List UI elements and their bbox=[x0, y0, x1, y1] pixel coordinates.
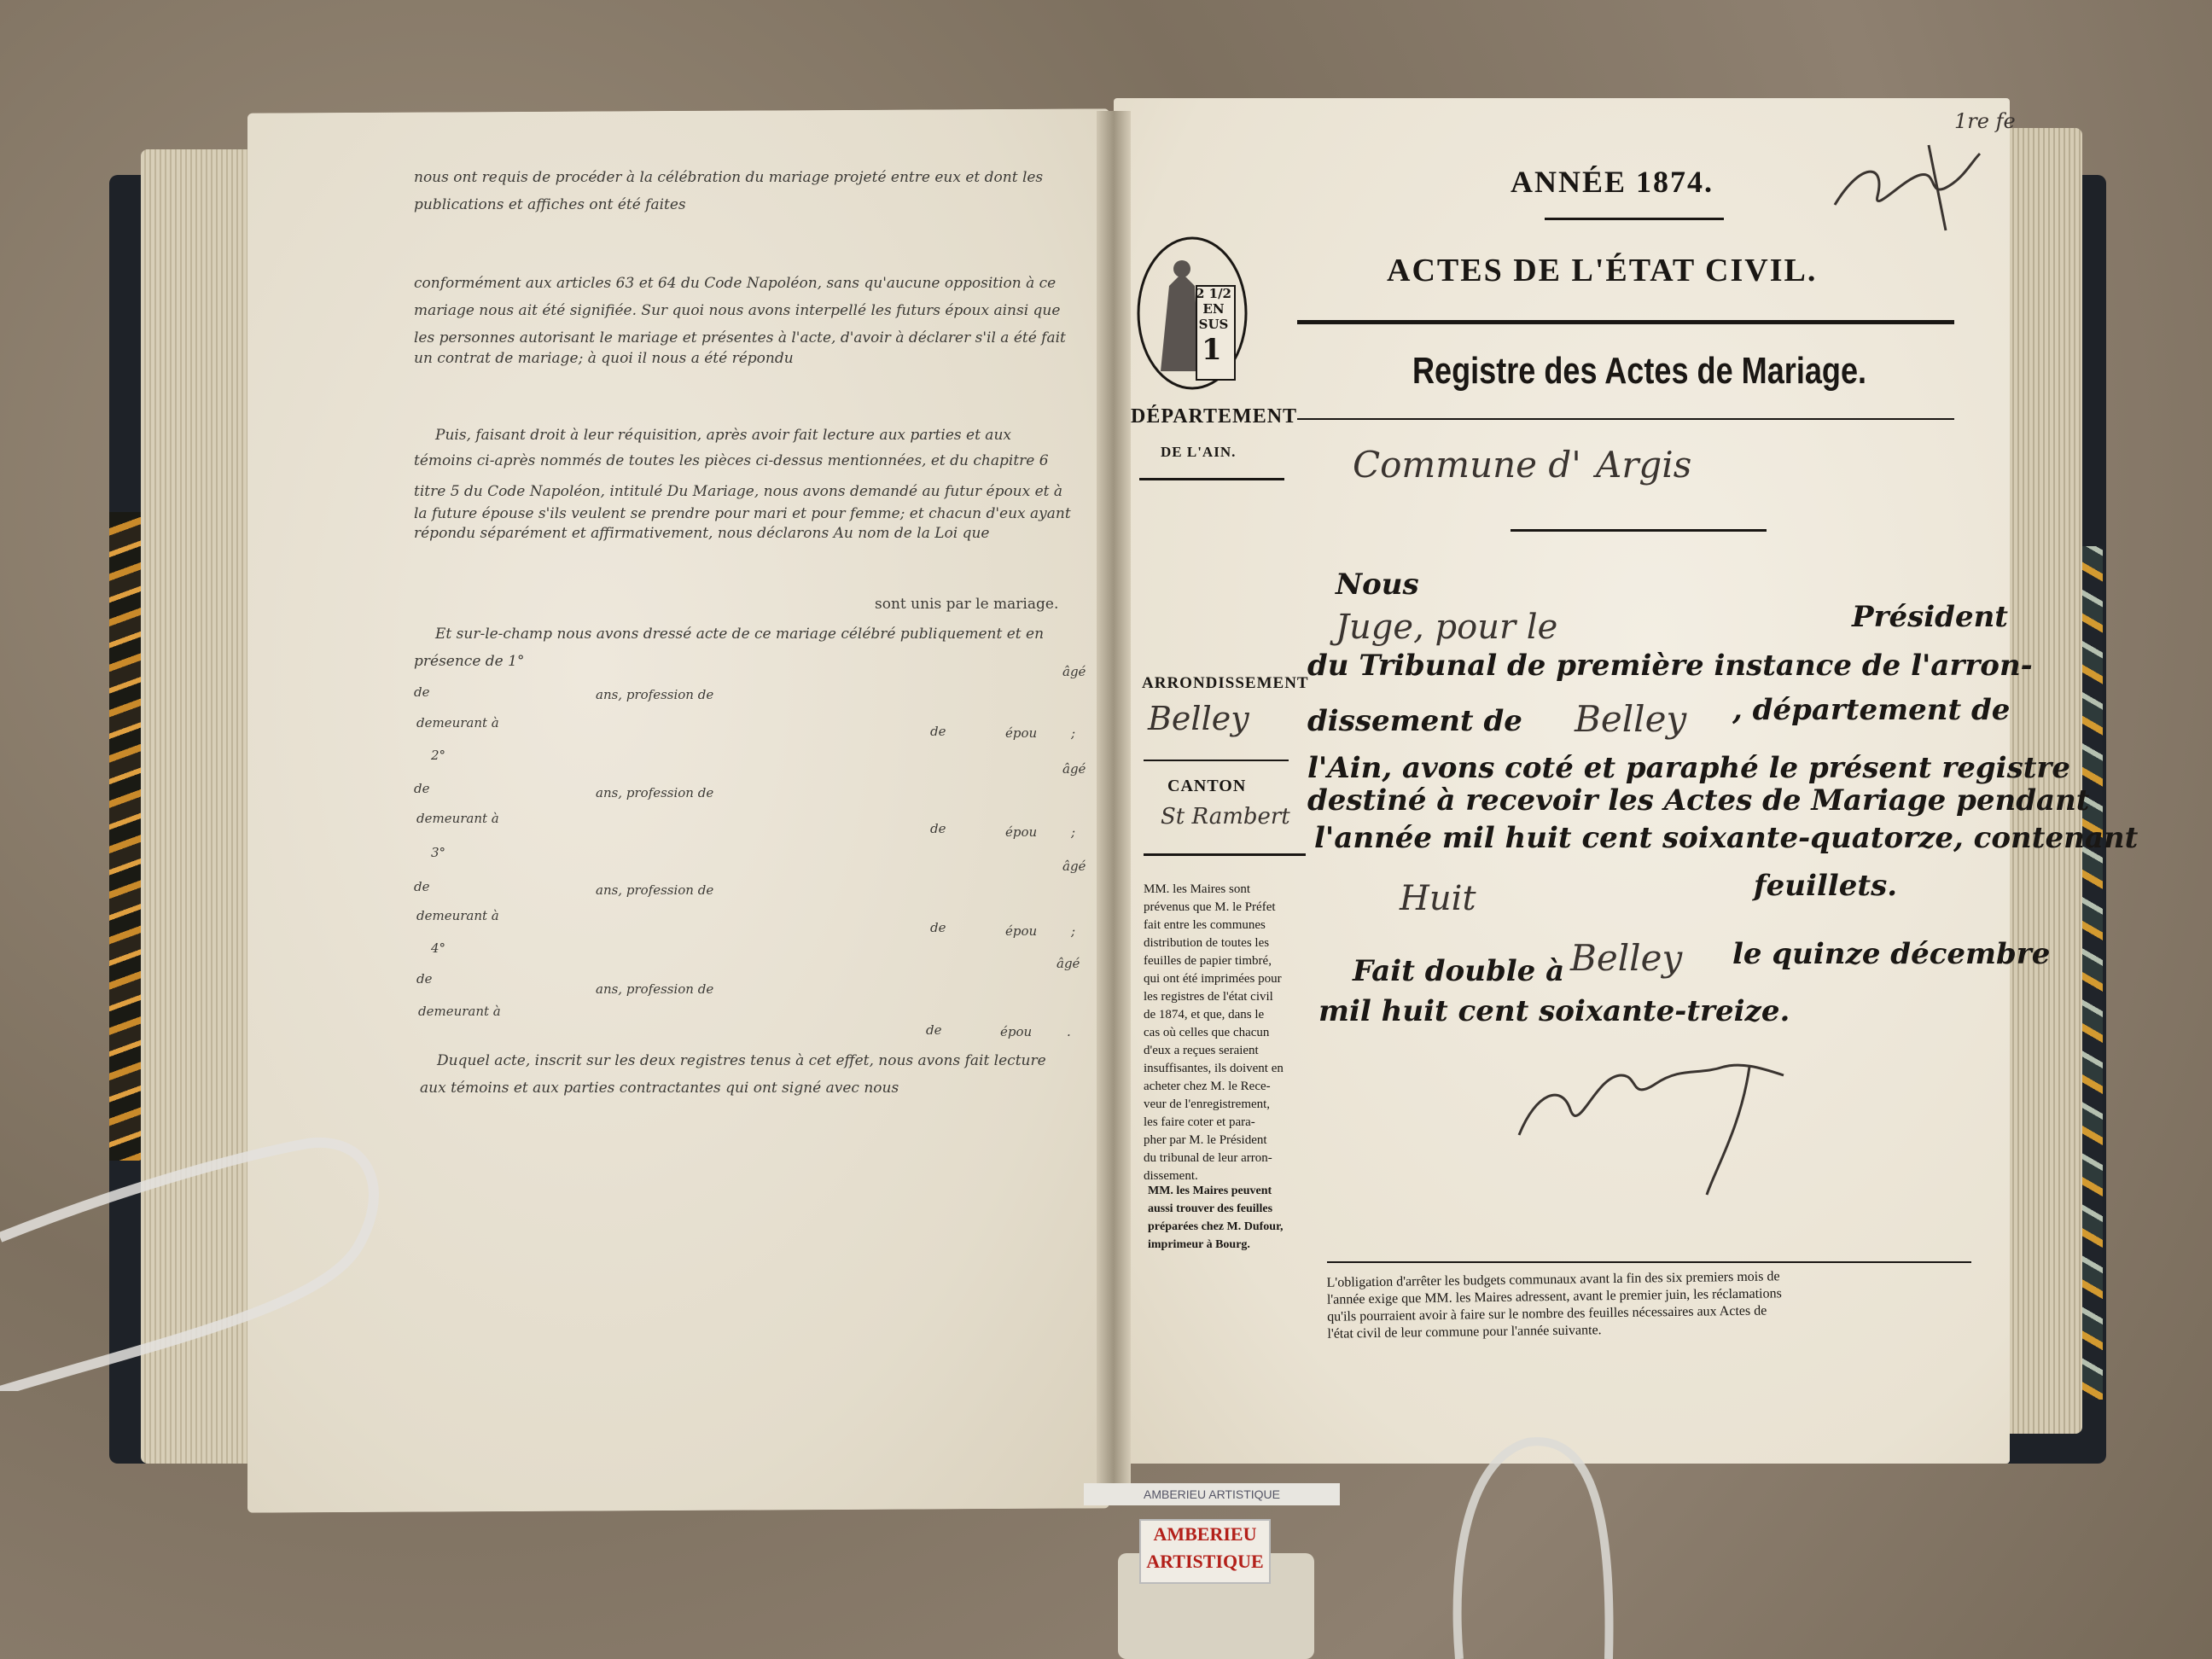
body-line-8a: Fait double à bbox=[1353, 954, 1565, 988]
witness-epou: épou bbox=[1000, 1024, 1033, 1039]
commune-rule bbox=[1511, 529, 1767, 532]
left-line: les personnes autorisant le mariage et présentes à l'acte, d'avoir à déclarer s'il a été fait bbox=[414, 329, 1066, 346]
book-gutter bbox=[1097, 111, 1131, 1493]
witness-de2: de bbox=[930, 821, 946, 836]
corner-note: 1re fe bbox=[1954, 109, 2016, 133]
witness-profession: ans, profession de bbox=[596, 981, 714, 997]
witness-age: âgé bbox=[1062, 761, 1086, 777]
side-note-line: d'eux a reçues seraient bbox=[1144, 1044, 1259, 1057]
witness-epou: épou bbox=[1005, 824, 1038, 840]
side-note-line: MM. les Maires peuvent bbox=[1148, 1185, 1272, 1197]
side-note-line: les registres de l'état civil bbox=[1144, 990, 1273, 1004]
stamp-line: AMBERIEU bbox=[1153, 1523, 1257, 1545]
departement-rule bbox=[1139, 478, 1284, 480]
year-heading: ANNÉE 1874. bbox=[1511, 165, 1714, 199]
side-note-line: les faire coter et para- bbox=[1144, 1115, 1255, 1129]
witness-profession: ans, profession de bbox=[596, 687, 714, 702]
witness-epou: épou bbox=[1005, 725, 1038, 741]
witness-profession: ans, profession de bbox=[596, 785, 714, 800]
left-line: Puis, faisant droit à leur réquisition, après avoir fait lecture aux parties et aux bbox=[435, 427, 1011, 444]
president-signature bbox=[1511, 1041, 1801, 1212]
commune-name: Argis bbox=[1596, 444, 1692, 486]
side-note-line: MM. les Maires sont bbox=[1144, 882, 1250, 896]
witness-de2: de bbox=[930, 724, 946, 739]
witness-address: demeurant à bbox=[416, 715, 499, 731]
body-line-8b: Belley bbox=[1570, 937, 1683, 979]
left-line: publications et affiches ont été faites bbox=[414, 196, 686, 213]
side-note-line: pher par M. le Président bbox=[1144, 1133, 1267, 1147]
left-line: Duquel acte, inscrit sur les deux registres tenus à cet effet, nous avons fait lecture bbox=[437, 1052, 1046, 1069]
register-title: ACTES DE L'ÉTAT CIVIL. bbox=[1387, 253, 1818, 288]
side-note-line: de 1874, et que, dans le bbox=[1144, 1008, 1265, 1022]
footer-line: l'état civil de leur commune pour l'année suivante. bbox=[1327, 1323, 1602, 1342]
witness-de: de bbox=[414, 879, 430, 894]
body-nous: Nous bbox=[1336, 568, 1419, 602]
left-line: mariage nous ait été signifiée. Sur quoi nous avons interpellé les futurs époux ainsi que bbox=[414, 302, 1061, 319]
body-line-3b: Belley bbox=[1575, 698, 1687, 740]
side-note-line: acheter chez M. le Rece- bbox=[1144, 1080, 1271, 1093]
left-line: titre 5 du Code Napoléon, intitulé Du Mariage, nous avons demandé au futur époux et à bbox=[414, 483, 1063, 500]
side-note-line: imprimeur à Bourg. bbox=[1148, 1238, 1250, 1251]
canton-rule bbox=[1144, 853, 1306, 856]
witness-address: demeurant à bbox=[416, 811, 499, 826]
footer-rule bbox=[1327, 1261, 1971, 1263]
side-note-line: fait entre les communes bbox=[1144, 918, 1266, 932]
side-note-line: insuffisantes, ils doivent en bbox=[1144, 1062, 1284, 1075]
side-note-2 bbox=[1148, 1182, 1284, 1254]
body-juge: Juge, pour le bbox=[1336, 608, 1558, 647]
plastic-ribbon-left bbox=[0, 1135, 393, 1391]
witness-de: de bbox=[414, 781, 430, 796]
witness-profession: ans, profession de bbox=[596, 882, 714, 898]
left-line: aux témoins et aux parties contractantes qui ont signé avec nous bbox=[420, 1080, 899, 1097]
stamp-line: ARTISTIQUE bbox=[1146, 1551, 1264, 1572]
witness-number: 4° bbox=[431, 940, 446, 956]
arrondissement-rule bbox=[1144, 760, 1289, 761]
title-rule bbox=[1297, 320, 1954, 324]
side-note-line: distribution de toutes les bbox=[1144, 936, 1270, 950]
witness-address: demeurant à bbox=[418, 1004, 501, 1019]
witness-address: demeurant à bbox=[416, 908, 499, 923]
witness-age: âgé bbox=[1062, 664, 1086, 679]
side-note-line: du tribunal de leur arron- bbox=[1144, 1151, 1272, 1165]
side-note-line: feuilles de papier timbré, bbox=[1144, 954, 1272, 968]
body-line-1: Président bbox=[1852, 600, 2008, 634]
canton-name: St Rambert bbox=[1161, 804, 1290, 830]
side-note-1 bbox=[1144, 881, 1284, 1185]
body-line-5: destiné à recevoir les Actes de Mariage pendant bbox=[1307, 783, 2090, 818]
body-line-6: l'année mil huit cent soixante-quatorze, contenant bbox=[1314, 821, 2139, 855]
ornament-rule bbox=[1545, 218, 1724, 220]
witness-semi: ; bbox=[1071, 824, 1076, 840]
witness-de: de bbox=[414, 684, 430, 700]
footer-line: l'année exige que MM. les Maires adressent, avant le premier juin, les réclamations bbox=[1326, 1286, 1782, 1307]
side-note-line: veur de l'enregistrement, bbox=[1144, 1097, 1271, 1111]
witness-de: de bbox=[416, 971, 433, 987]
ink-stamp bbox=[1139, 1519, 1271, 1584]
witness-semi: . bbox=[1067, 1024, 1071, 1039]
commune-label: Commune d' bbox=[1353, 444, 1581, 486]
body-line-7a: Huit bbox=[1400, 879, 1476, 918]
body-line-2: du Tribunal de première instance de l'arron- bbox=[1307, 649, 2033, 683]
label-strip: AMBERIEU ARTISTIQUE bbox=[1084, 1483, 1340, 1505]
left-line: Et sur-le-champ nous avons dressé acte de ce mariage célébré publiquement et en bbox=[435, 626, 1045, 643]
side-note-line: préparées chez M. Dufour, bbox=[1148, 1220, 1284, 1233]
footer-line: L'obligation d'arrêter les budgets communaux avant la fin des six premiers mois de bbox=[1326, 1269, 1780, 1290]
witness-semi: ; bbox=[1071, 725, 1076, 741]
left-line: présence de 1° bbox=[414, 653, 525, 670]
body-line-7b: feuillets. bbox=[1754, 869, 1898, 903]
witness-number: 3° bbox=[431, 845, 446, 860]
left-line: témoins ci-après nommés de toutes les pièces ci-dessus mentionnées, et du chapitre 6 bbox=[414, 452, 1049, 469]
footer-note bbox=[1326, 1268, 1782, 1342]
departement-name: DE L'AIN. bbox=[1161, 444, 1237, 460]
departement-label: DÉPARTEMENT bbox=[1131, 405, 1298, 428]
stamp-number: 1 bbox=[1202, 333, 1222, 367]
body-line-3c: , département de bbox=[1732, 693, 2011, 727]
side-note-line: aussi trouver des feuilles bbox=[1148, 1202, 1273, 1215]
witness-age: âgé bbox=[1057, 956, 1080, 971]
witness-semi: ; bbox=[1071, 923, 1076, 939]
left-line: la future épouse s'ils veulent se prendre pour mari et pour femme; et chacun d'eux ayant bbox=[414, 505, 1071, 522]
body-line-3a: dissement de bbox=[1307, 704, 1522, 738]
body-line-9: mil huit cent soixante-treize. bbox=[1318, 994, 1790, 1028]
body-line-8c: le quinze décembre bbox=[1732, 937, 2051, 971]
left-line: un contrat de mariage; à quoi il nous a été répondu bbox=[414, 350, 794, 367]
side-note-line: cas où celles que chacun bbox=[1144, 1026, 1270, 1039]
plastic-ribbon-right bbox=[1451, 1434, 1621, 1659]
left-line: sont unis par le mariage. bbox=[875, 596, 1059, 613]
left-line: répondu séparément et affirmativement, nous déclarons Au nom de la Loi que bbox=[414, 525, 990, 542]
left-line: nous ont requis de procéder à la célébration du mariage projeté entre eux et dont les bbox=[414, 169, 1044, 186]
footer-line: qu'ils pourraient avoir à faire sur le nombre des feuilles nécessaires aux Actes de bbox=[1327, 1303, 1767, 1324]
side-note-line: qui ont été imprimées pour bbox=[1144, 972, 1282, 986]
marbled-edge-left bbox=[109, 512, 143, 1161]
canton-label: CANTON bbox=[1167, 777, 1247, 795]
subtitle-rule bbox=[1297, 418, 1954, 420]
arrondissement-name: Belley bbox=[1148, 700, 1249, 737]
register-subtitle: Registre des Actes de Mariage. bbox=[1412, 350, 1867, 392]
witness-de2: de bbox=[930, 920, 946, 935]
stamp-value: 2 1/2 EN SUS bbox=[1195, 286, 1231, 332]
side-note-line: prévenus que M. le Préfet bbox=[1144, 900, 1276, 914]
witness-number: 2° bbox=[431, 748, 446, 763]
body-line-4: l'Ain, avons coté et paraphé le présent registre bbox=[1307, 751, 2070, 785]
left-line: conformément aux articles 63 et 64 du Code Napoléon, sans qu'aucune opposition à ce bbox=[414, 275, 1057, 292]
arrondissement-label: ARRONDISSEMENT bbox=[1142, 674, 1309, 692]
witness-age: âgé bbox=[1062, 859, 1086, 874]
witness-de2: de bbox=[926, 1022, 942, 1038]
side-note-line: dissement. bbox=[1144, 1169, 1198, 1183]
witness-epou: épou bbox=[1005, 923, 1038, 939]
signature-corner bbox=[1826, 128, 1988, 247]
